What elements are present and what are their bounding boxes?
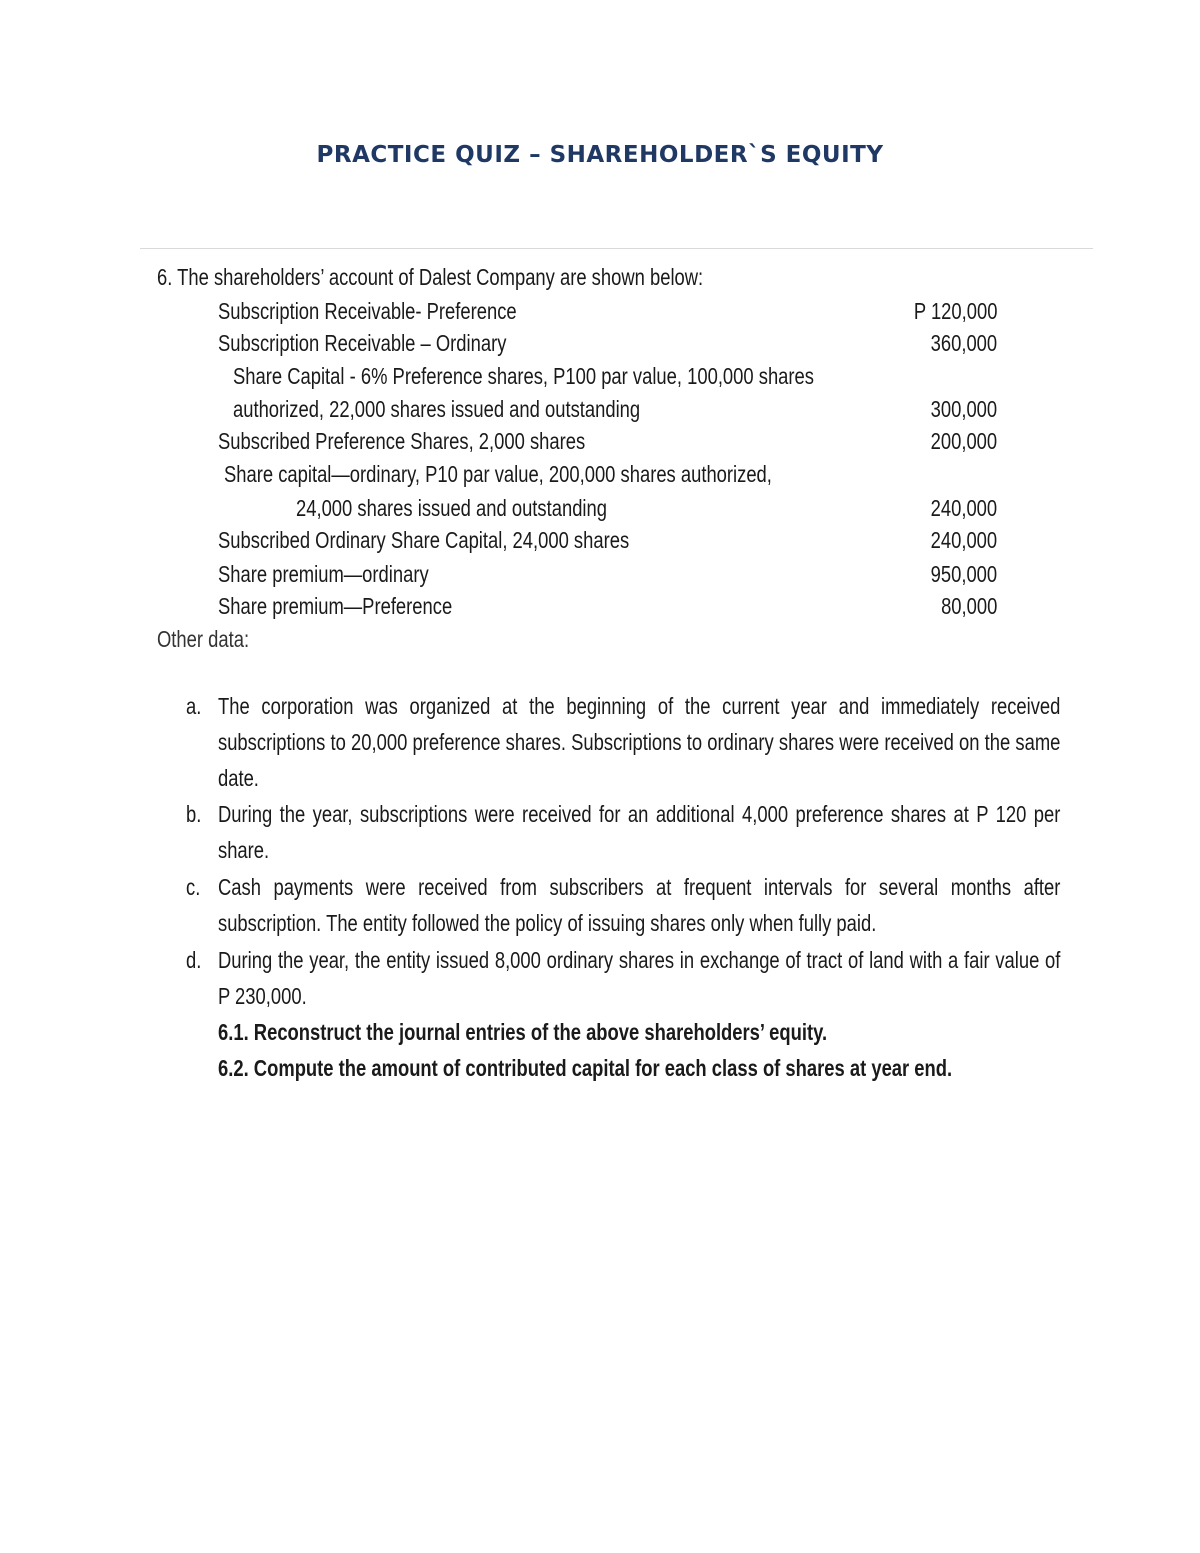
- account-label: 24,000 shares issued and outstanding: [296, 495, 607, 521]
- account-label: Subscription Receivable- Preference: [218, 298, 517, 324]
- list-item-text: During the year, subscriptions were received for an additional 4,000 preference shares at P 120 per share.: [218, 801, 1061, 863]
- list-item: [186, 796, 1061, 869]
- list-item-letter: a.: [186, 693, 202, 719]
- account-amount: 240,000: [930, 495, 997, 521]
- account-amount: 360,000: [930, 330, 997, 356]
- account-label: Subscription Receivable – Ordinary: [218, 330, 507, 356]
- divider: [140, 248, 1093, 249]
- account-amount: P 120,000: [913, 298, 997, 324]
- list-item-letter: c.: [186, 874, 201, 900]
- other-data-list: [186, 688, 1061, 1015]
- question-intro: 6. The shareholders’ account of Dalest Company are shown below:: [157, 264, 704, 290]
- list-item-letter: d.: [186, 947, 202, 973]
- account-label: Share premium—Preference: [218, 593, 453, 619]
- account-amount: 200,000: [930, 428, 997, 454]
- account-label: authorized, 22,000 shares issued and outstanding: [233, 396, 641, 422]
- account-amount: 950,000: [930, 561, 997, 587]
- list-item: [186, 942, 1061, 1015]
- list-item: [186, 688, 1061, 796]
- list-item-text: The corporation was organized at the beginning of the current year and immediately received subscriptions to 20,000 preference shares. Subscriptions to ordinary shares were received on the same date.: [218, 693, 1061, 791]
- account-label: Subscribed Preference Shares, 2,000 shares: [218, 428, 586, 454]
- list-item-text: During the year, the entity issued 8,000 ordinary shares in exchange of tract of land with a fair value of P 230,000.: [218, 947, 1061, 1009]
- account-amount: 300,000: [930, 396, 997, 422]
- requirement: 6.1. Reconstruct the journal entries of the above shareholders’ equity.: [218, 1019, 828, 1045]
- account-amount: 80,000: [940, 593, 997, 619]
- account-label: Subscribed Ordinary Share Capital, 24,000 shares: [218, 527, 630, 553]
- page-title: PRACTICE QUIZ – SHAREHOLDER`S EQUITY: [316, 142, 884, 168]
- list-item-text: Cash payments were received from subscribers at frequent intervals for several months after subscription. The entity followed the policy of issuing shares only when fully paid.: [218, 874, 1061, 936]
- account-label: Share capital—ordinary, P10 par value, 200,000 shares authorized,: [224, 461, 772, 487]
- account-label: Share Capital - 6% Preference shares, P100 par value, 100,000 shares: [233, 363, 814, 389]
- list-item: [186, 869, 1061, 942]
- account-label: Share premium—ordinary: [218, 561, 429, 587]
- list-item-letter: b.: [186, 801, 202, 827]
- requirement: 6.2. Compute the amount of contributed capital for each class of shares at year end.: [218, 1055, 953, 1081]
- other-data-label: Other data:: [157, 626, 250, 652]
- account-amount: 240,000: [930, 527, 997, 553]
